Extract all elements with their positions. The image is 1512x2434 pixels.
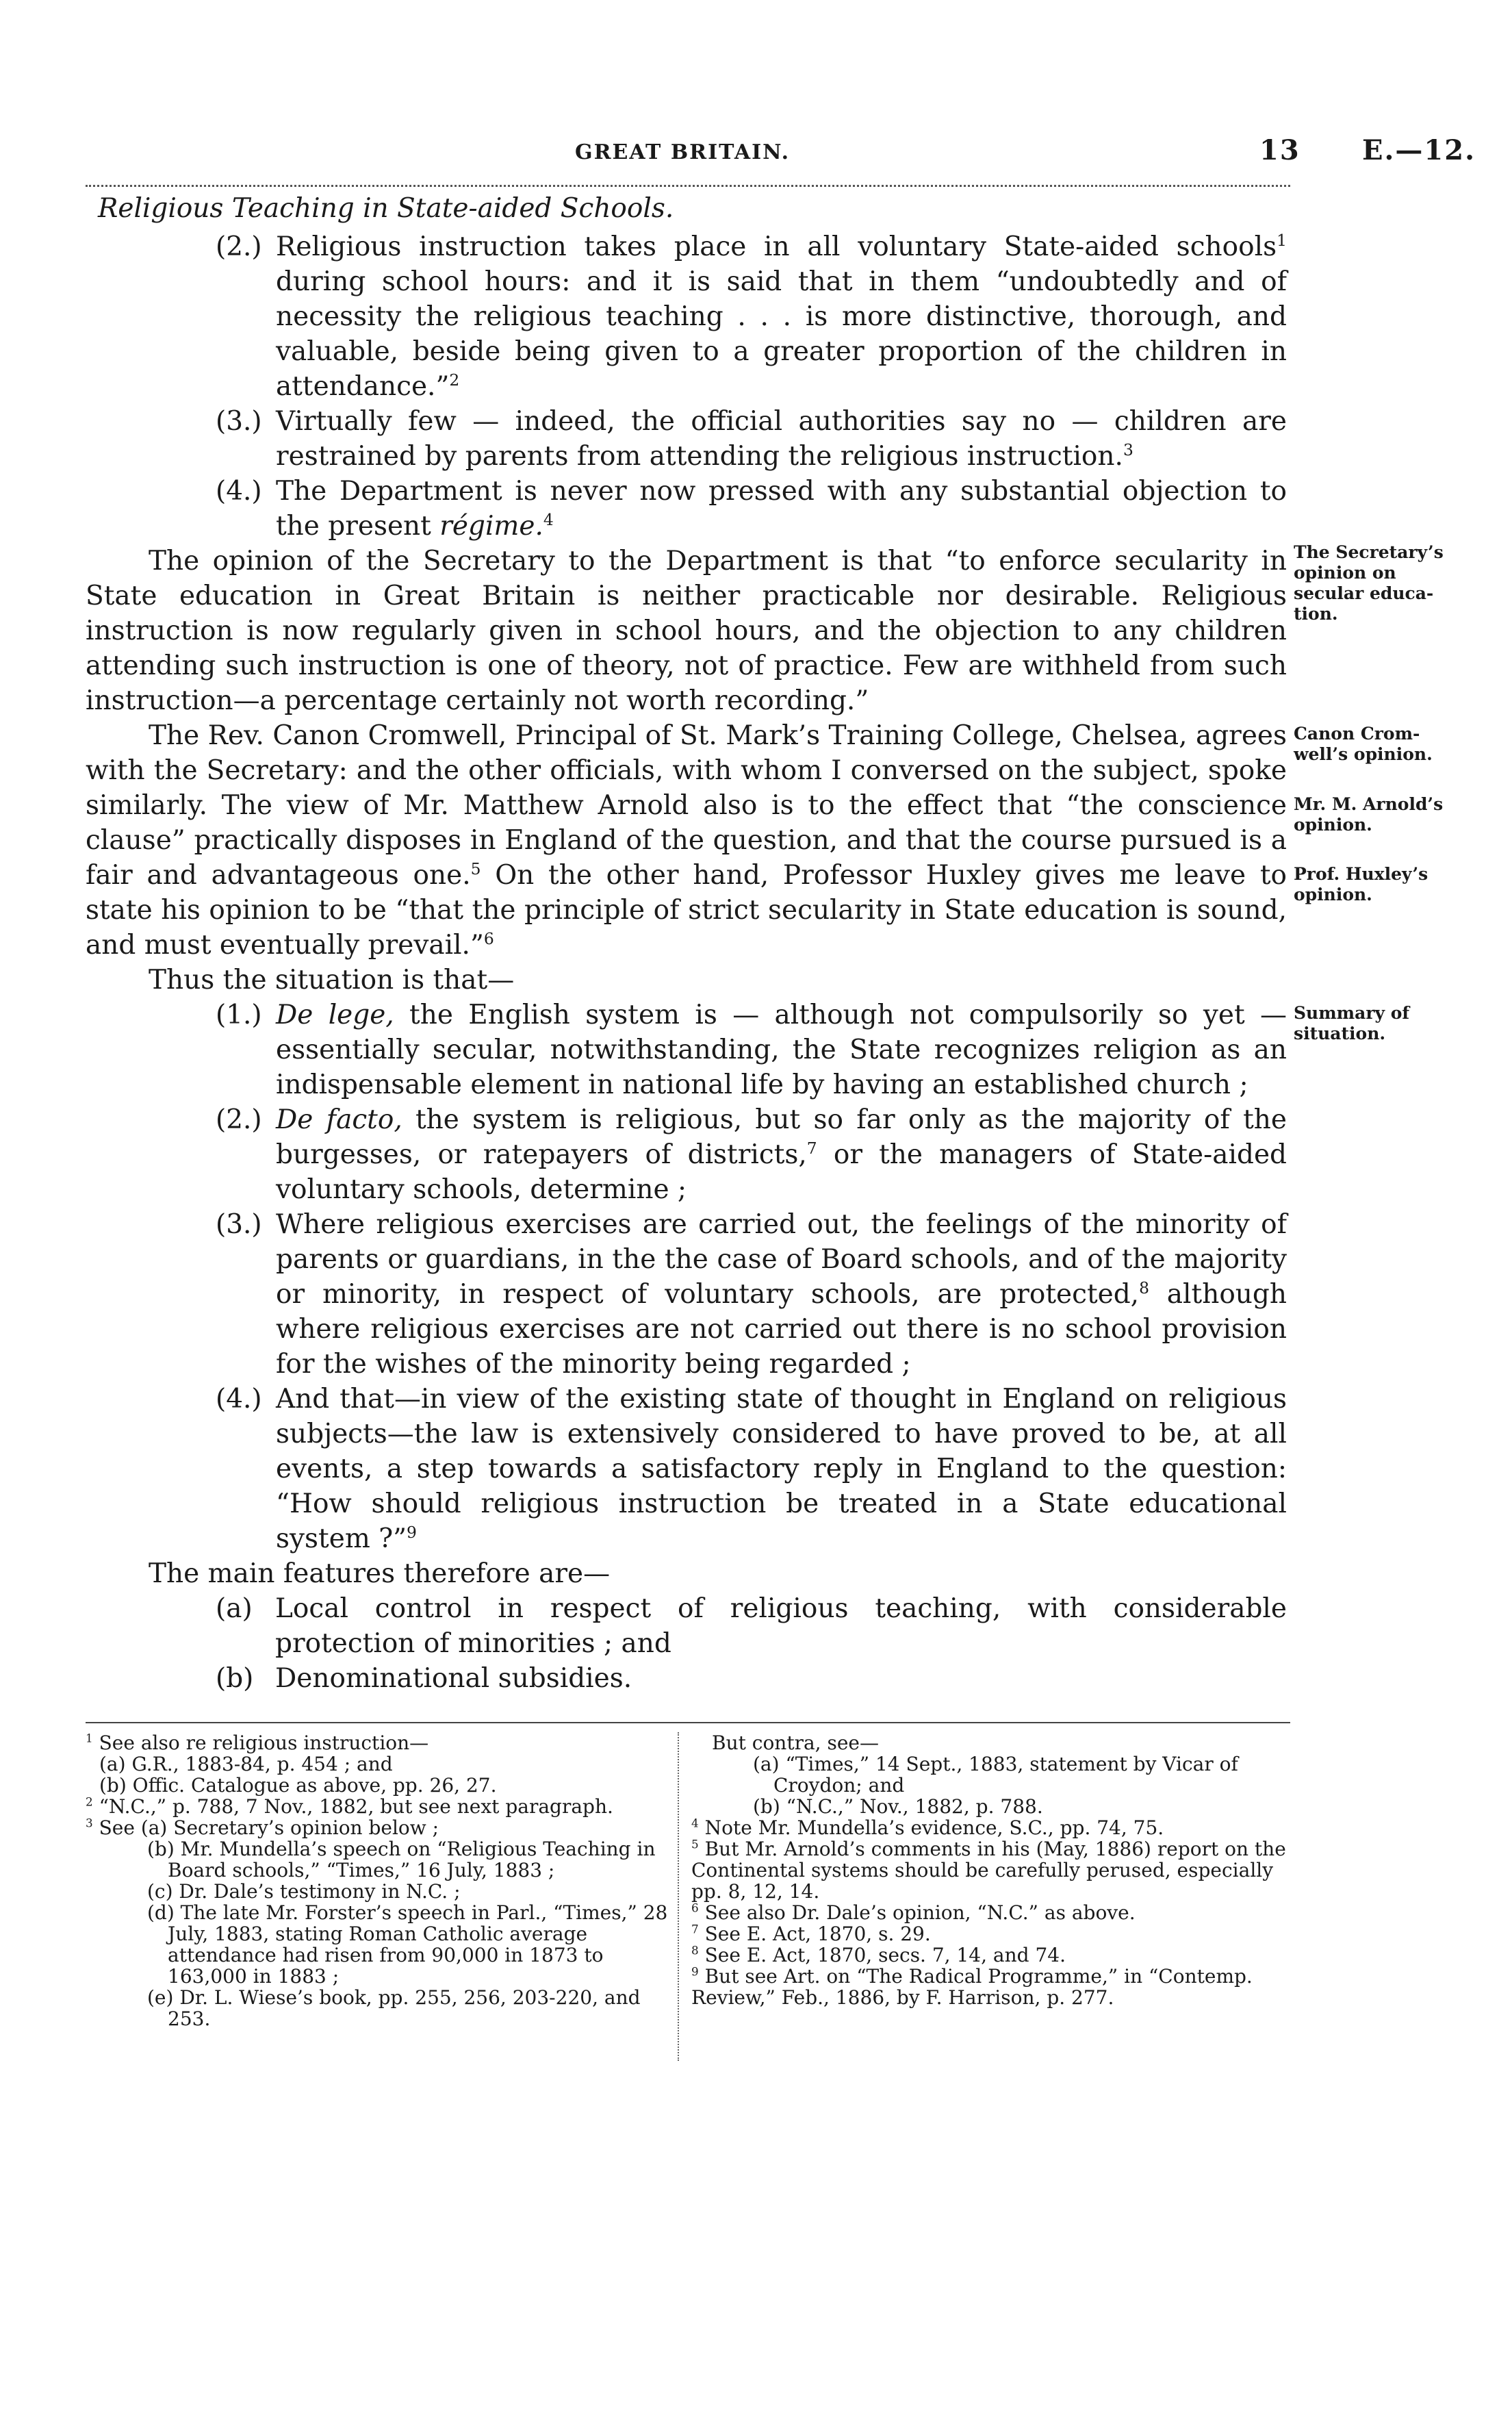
page-number: 13 <box>1259 134 1300 166</box>
footnotes-left <box>86 1732 671 2029</box>
footnote: $^8$ See E. Act, 1870, secs. 7, 14, and 74. <box>691 1943 1066 1966</box>
footnotes-right <box>691 1732 1287 2008</box>
footnote: $^2$ “N.C.,” p. 788, 7 Nov., 1882, but see next paragraph. <box>86 1795 613 1818</box>
sidenote-huxley: Prof. Huxley’s opinion. <box>1294 864 1428 904</box>
footnote: $^6$ See also Dr. Dale’s opinion, “N.C.” as above. <box>691 1901 1136 1924</box>
main-text <box>86 229 1287 1696</box>
feature-item: (b) Denominational subsidies. <box>216 1663 632 1694</box>
summary-item: (2.) De facto, the system is religious, but so far only as the majority of the burgesses, or ratepayers of districts,$^7$ or the managers of State-aided voluntary schools, determine ; <box>216 1104 1287 1205</box>
section-subheading: Religious Teaching in State-aided Schools. <box>98 193 674 224</box>
footnote: But contra, see— <box>712 1732 879 1754</box>
running-header-title: GREAT BRITAIN. <box>575 140 791 164</box>
footnote: $^7$ See E. Act, 1870, s. 29. <box>691 1922 931 1945</box>
footnote-sub: (a) “Times,” 14 Sept., 1883, statement by Vicar of Croydon; and <box>753 1753 1238 1797</box>
footnote-sub: (d) The late Mr. Forster’s speech in Parl., “Times,” 28 July, 1883, stating Roman Catholic average attendance had risen from 90,000 in 1873 to 163,000 in 1883 ; <box>147 1901 668 1988</box>
list-item: (2.) Religious instruction takes place in all voluntary State-aided schools$^1$ during school hours: and it is said that in them “undoubtedly and of necessity the religious teaching . . . is more distinctive, thorough, and valuable, beside being given to a greater proportion of the children in attendance.”$^2$ <box>216 231 1287 402</box>
series-code: E.—12. <box>1362 134 1476 166</box>
footnote-sub: (a) G.R., 1883-84, p. 454 ; and <box>99 1753 393 1775</box>
footnote-sub: (e) Dr. L. Wiese’s book, pp. 255, 256, 203-220, and 253. <box>147 1986 641 2030</box>
footnote: $^5$ But Mr. Arnold’s comments in his (May, 1886) report on the Continental systems should be carefully perused, especially pp. 8, 12, 14. <box>691 1837 1286 1903</box>
footnote: $^1$ See also re religious instruction— <box>86 1731 429 1754</box>
summary-item: (4.) And that—in view of the existing state of thought in England on religious subjects—the law is extensively considered to have proved to be, at all events, a step towards a satisfactory reply in England to the question: “How should religious instruction be treated in a State educational system ?”$^9$ <box>216 1384 1287 1554</box>
paragraph-situation: Thus the situation is that— <box>149 965 515 996</box>
sidenote-secretary: The Secretary’s opinion on secular educa- tion. <box>1294 542 1444 624</box>
sidenote-summary: Summary of situation. <box>1294 1003 1410 1043</box>
header-rule <box>86 185 1290 187</box>
footnote-sub: (b) Offic. Catalogue as above, pp. 26, 27. <box>99 1774 497 1797</box>
sidenote-cromwell: Canon Crom- well’s opinion. <box>1294 724 1433 764</box>
footnote: $^4$ Note Mr. Mundella’s evidence, S.C., pp. 74, 75. <box>691 1816 1164 1839</box>
summary-item: (3.) Where religious exercises are carried out, the feelings of the minority of parents or guardians, in the the case of Board schools, and of the majority or minority, in respect of voluntary schools, are protected,$^8$ although where religious exercises are not carried out there is no school provision for the wishes of the minority being regarded ; <box>216 1209 1287 1380</box>
paragraph-main-features: The main features therefore are— <box>149 1558 611 1589</box>
footnote-sub: (c) Dr. Dale’s testimony in N.C. ; <box>147 1880 461 1903</box>
summary-item: (1.) De lege, the English system is — although not compulsorily so yet — essentially secular, notwithstanding, the State recognizes religion as an indispensable element in national life by having an established church ; <box>216 1000 1287 1100</box>
sidenote-arnold: Mr. M. Arnold’s opinion. <box>1294 794 1444 835</box>
paragraph-cromwell-arnold-huxley: The Rev. Canon Cromwell, Principal of St. Mark’s Training College, Chelsea, agrees with the Secretary: and the other officials, with whom I conversed on the subject, spoke similarly. The view of Mr. Matthew Arnold also is to the effect that “the conscience clause” practically disposes in England of the question, and that the course pursued is a fair and advantageous one.$^5$ On the other hand, Professor Huxley gives me leave to state his opinion to be “that the principle of strict secularity in State education is sound, and must eventually prevail.”$^6$ <box>86 720 1287 961</box>
list-item: (3.) Virtually few — indeed, the official authorities say no — children are restrained by parents from attending the religious instruction.$^3$ <box>216 406 1287 472</box>
footnote-column-divider <box>678 1732 679 2061</box>
paragraph-secretary-opinion: The opinion of the Secretary to the Department is that “to enforce secularity in State education in Great Britain is neither practicable nor desirable. Religious instruction is now regularly given in school hours, and the objection to any children attending such instruction is one of theory, not of practice. Few are withheld from such instruction—a percentage certainly not worth recording.” <box>86 546 1287 716</box>
footnote: $^3$ See (a) Secretary’s opinion below ; <box>86 1816 439 1839</box>
list-item: (4.) The Department is never now pressed with any substantial objection to the present régime.$^4$ <box>216 476 1287 542</box>
footnote-rule <box>86 1722 1290 1723</box>
footnote: $^9$ But see Art. on “The Radical Programme,” in “Contemp. Review,” Feb., 1886, by F. Harrison, p. 277. <box>691 1964 1253 2009</box>
footnote-sub: (b) Mr. Mundella’s speech on “Religious Teaching in Board schools,” “Times,” 16 July, 1883 ; <box>147 1838 656 1881</box>
feature-item: (a) Local control in respect of religious teaching, with considerable protection of minorities ; and <box>216 1593 1287 1659</box>
footnote-sub: (b) “N.C.,” Nov., 1882, p. 788. <box>753 1795 1043 1818</box>
